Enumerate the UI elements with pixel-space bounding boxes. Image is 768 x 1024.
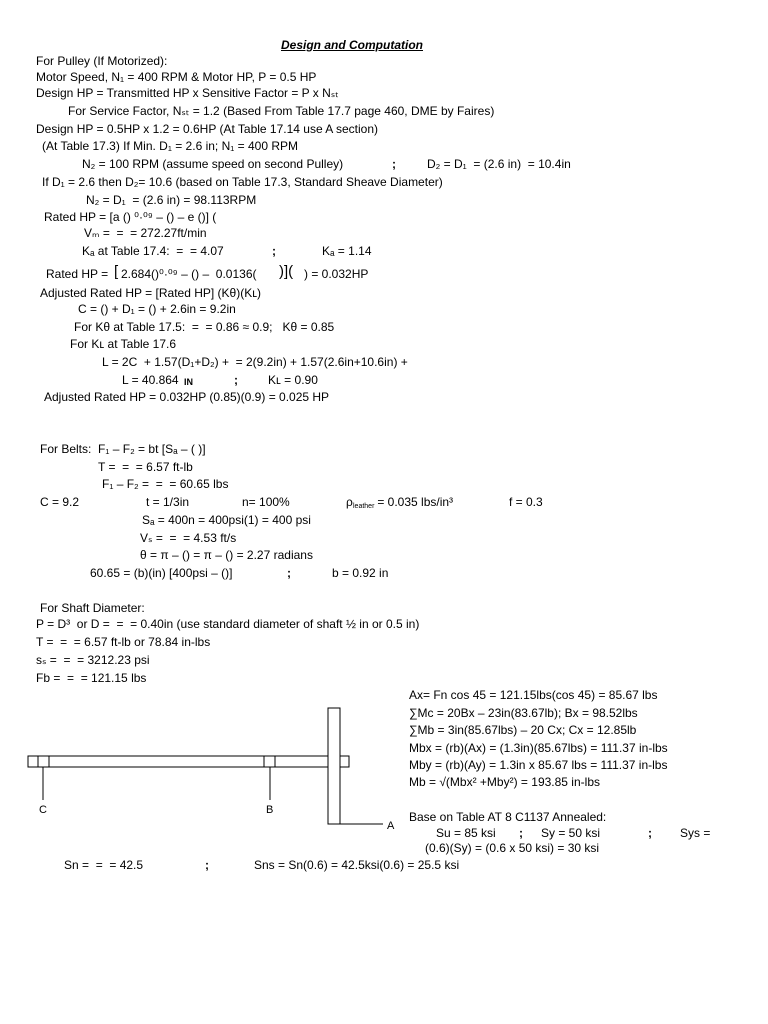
sys-label: Sys =: [680, 826, 711, 840]
c-value: C = 9.2: [40, 495, 80, 509]
belt-length-formula: L = 2C + 1.57(D₁+D₂) + = 2(9.2in) + 1.57(2.6in+10.6in) +: [102, 355, 408, 369]
standard-sheave-line: If D₁ = 2.6 then D₂= 10.6 (based on Table 17.3, Standard Sheave Diameter): [42, 175, 443, 189]
mbx-value: Mbx = (rb)(Ax) = (1.3in)(85.67lbs) = 111.37 in-lbs: [409, 741, 668, 755]
sum-mb-line: ∑Mb = 3in(85.67lbs) – 20 Cx; Cx = 12.85lb: [409, 723, 637, 737]
vm-value: Vₘ = = = 272.27ft/min: [84, 226, 207, 240]
separator: ;: [272, 244, 276, 258]
sn-value: Sn = = = 42.5: [64, 858, 144, 872]
kd-value: Kₐ = 1.14: [322, 244, 372, 258]
separator: ;: [519, 826, 523, 840]
design-hp-value: Design HP = 0.5HP x 1.2 = 0.6HP (At Table 17.14 use A section): [36, 122, 378, 136]
separator: ;: [392, 157, 396, 171]
adjusted-rated-hp-value: Adjusted Rated HP = 0.032HP (0.85)(0.9) = 0.025 HP: [44, 390, 330, 404]
n2-value: N₂ = D₁ = (2.6 in) = 98.113RPM: [86, 193, 257, 207]
pulley-heading: For Pulley (If Motorized):: [36, 54, 168, 68]
shaft-body: [28, 756, 349, 767]
n2-assumption: N₂ = 100 RPM (assume speed on second Pulley): [82, 157, 344, 171]
page-title: Design and Computation: [281, 38, 423, 52]
pulley-a: [328, 708, 340, 824]
separator: ;: [234, 373, 238, 387]
efficiency-value: n= 100%: [242, 495, 290, 509]
belt-length-value: L = 40.864: [122, 373, 179, 387]
sys-value: (0.6)(Sy) = (0.6 x 50 ksi) = 30 ksi: [425, 841, 600, 855]
design-hp-formula: Design HP = Transmitted HP x Sensitive Factor = P x Nₛₜ: [36, 86, 339, 100]
d2-value: D₂ = D₁ = (2.6 in) = 10.4in: [427, 157, 571, 171]
su-value: Su = 85 ksi: [436, 826, 496, 840]
kl-value: Kʟ = 0.90: [268, 373, 318, 387]
sns-value: Sns = Sn(0.6) = 42.5ksi(0.6) = 25.5 ksi: [254, 858, 460, 872]
separator: ;: [205, 858, 209, 872]
kl-table-line: For Kʟ at Table 17.6: [70, 337, 177, 351]
shaft-diameter-line: P = D³ or D = = = 0.40in (use standard diameter of shaft ½ in or 0.5 in): [36, 617, 420, 631]
center-distance-line: C = () + D₁ = () + 2.6in = 9.2in: [78, 302, 236, 316]
service-factor-line: For Service Factor, Nₛₜ = 1.2 (Based From Table 17.7 page 460, DME by Faires): [68, 104, 495, 118]
sd-value: Sₐ = 400n = 400psi(1) = 400 psi: [142, 513, 311, 527]
width-value: b = 0.92 in: [332, 566, 389, 580]
belt-force-fb-line: Fb = = = 121.15 lbs: [36, 671, 147, 685]
kd-table-line: Kₐ at Table 17.4: = = 4.07: [82, 244, 224, 258]
bracket-close: )](: [279, 263, 294, 280]
separator: ;: [648, 826, 652, 840]
belts-heading: For Belts: F₁ – F₂ = bt [Sₐ – ( )]: [40, 442, 206, 456]
motor-speed-line: Motor Speed, N₁ = 400 RPM & Motor HP, P = 0.5 HP: [36, 70, 317, 84]
k-theta-line: For Kθ at Table 17.5: = = 0.86 ≈ 0.9; Kθ = 0.85: [74, 320, 335, 334]
mb-value: Mb = √(Mbx² +Mby²) = 193.85 in-lbs: [409, 775, 600, 789]
friction-value: f = 0.3: [509, 495, 543, 509]
label-c: C: [39, 804, 47, 816]
shear-stress-line: sₛ = = = 3212.23 psi: [36, 653, 150, 667]
rated-hp-result: ) = 0.032HP: [304, 267, 369, 281]
label-a: A: [387, 820, 395, 832]
mby-value: Mby = (rb)(Ay) = 1.3in x 85.67 lbs = 111.37 in-lbs: [409, 758, 668, 772]
label-b: B: [266, 804, 274, 816]
separator: ;: [287, 566, 291, 580]
length-unit: IN: [184, 377, 193, 387]
density-subscript: leather: [353, 503, 375, 510]
rated-hp-label: Rated HP =: [46, 267, 112, 281]
ax-value: Ax= Fn cos 45 = 121.15lbs(cos 45) = 85.67 lbs: [409, 688, 658, 702]
adjusted-rated-hp-formula: Adjusted Rated HP = [Rated HP] (Kθ)(Kʟ): [40, 286, 262, 300]
torque-line: T = = = 6.57 ft-lb: [98, 460, 193, 474]
sum-mc-line: ∑Mc = 20Bx – 23in(83.67lb); Bx = 98.52lbs: [409, 706, 638, 720]
sy-value: Sy = 50 ksi: [541, 826, 601, 840]
rated-hp-formula: Rated HP = [a () ⁰·⁰⁹ – () – e ()] (: [44, 210, 217, 224]
theta-value: θ = π – () = π – () = 2.27 radians: [140, 548, 313, 562]
bracket-open: [: [114, 263, 119, 280]
density-symbol: ρ: [346, 495, 353, 509]
rated-hp-expression: 2.684()⁰·⁰⁹ – () – 0.0136(: [121, 267, 257, 281]
density-value: = 0.035 lbs/in³: [374, 495, 454, 509]
min-diameter-line: (At Table 17.3) If Min. D₁ = 2.6 in; N₁ = 400 RPM: [42, 139, 298, 153]
thickness-value: t = 1/3in: [146, 495, 190, 509]
shaft-heading: For Shaft Diameter:: [40, 601, 145, 615]
velocity-value: Vₛ = = = 4.53 ft/s: [140, 531, 237, 545]
belt-force-line: F₁ – F₂ = = = 60.65 lbs: [102, 477, 229, 491]
material-table-line: Base on Table AT 8 C1137 Annealed:: [409, 810, 607, 824]
shaft-torque-line: T = = = 6.57 ft-lb or 78.84 in-lbs: [36, 635, 211, 649]
width-equation: 60.65 = (b)(in) [400psi – ()]: [90, 566, 233, 580]
